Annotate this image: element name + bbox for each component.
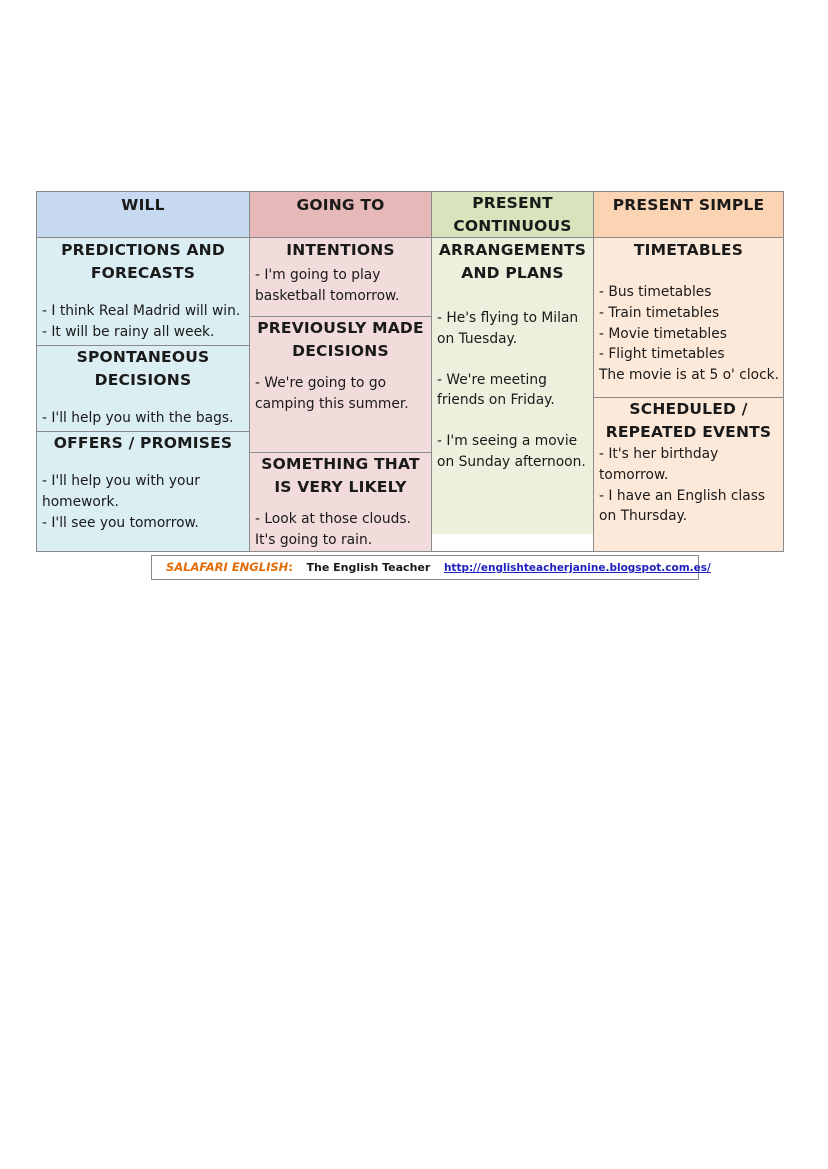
- example-line: It's going to rain.: [255, 531, 373, 548]
- footer-brand: SALAFARI ENGLISH: [166, 560, 289, 574]
- section-predictions-title-1: PREDICTIONS AND: [61, 241, 225, 259]
- section-spontaneous: [37, 345, 249, 431]
- section-offers: [37, 431, 249, 551]
- section-very-likely-title-1: SOMETHING THAT: [261, 455, 420, 473]
- section-predictions-title-2: FORECASTS: [90, 264, 196, 282]
- section-arrangements-title-1: ARRANGEMENTS: [438, 241, 587, 259]
- example-line: basketball tomorrow.: [255, 287, 400, 304]
- section-offers-title-1: OFFERS / PROMISES: [53, 434, 233, 452]
- example-line: on Tuesday.: [437, 330, 518, 347]
- example-line: - Bus timetables: [599, 284, 712, 300]
- example-line: The movie is at 5 o' clock.: [599, 367, 780, 384]
- section-scheduled: [594, 397, 783, 551]
- section-previously-made-title-2: DECISIONS: [292, 342, 389, 360]
- example-line: - I think Real Madrid will win.: [42, 303, 241, 319]
- header-going-to-label: GOING TO: [296, 196, 385, 214]
- footer-credit-box: [151, 555, 711, 580]
- example-line: - We're meeting: [437, 371, 547, 388]
- section-intentions-title: INTENTIONS: [286, 241, 395, 259]
- section-predictions: [37, 238, 249, 345]
- column-present-continuous: [432, 192, 594, 551]
- example-line: - It's her birthday: [599, 446, 719, 462]
- header-present-continuous-line-1: PRESENT: [472, 194, 553, 212]
- example-line: - I'm seeing a movie: [437, 433, 578, 450]
- example-line: - It will be rainy all week.: [42, 323, 215, 340]
- example-line: - Flight timetables: [599, 346, 725, 363]
- example-line: camping this summer.: [255, 395, 409, 412]
- section-previously-made-title-1: PREVIOUSLY MADE: [257, 319, 424, 337]
- example-line: - Movie timetables: [599, 325, 727, 342]
- example-line: - We're going to go: [255, 375, 387, 391]
- example-line: tomorrow.: [599, 466, 669, 483]
- example-line: - I have an English class: [599, 487, 766, 504]
- section-very-likely-title-2: IS VERY LIKELY: [274, 478, 407, 496]
- section-arrangements-title-2: AND PLANS: [461, 264, 564, 282]
- header-going-to: [250, 192, 431, 238]
- header-present-continuous: [432, 192, 593, 238]
- column-going-to: [250, 192, 432, 551]
- header-present-simple-label: PRESENT SIMPLE: [612, 196, 765, 214]
- column-present-simple: [594, 192, 783, 551]
- footer-link[interactable]: http://englishteacherjanine.blogspot.com.es/: [443, 562, 711, 574]
- header-present-simple: [594, 192, 783, 238]
- example-line: on Thursday.: [599, 508, 688, 525]
- section-scheduled-title-2: REPEATED EVENTS: [605, 423, 772, 441]
- header-present-continuous-line-2: CONTINUOUS: [453, 217, 572, 235]
- section-intentions: [250, 238, 431, 316]
- footer-separator: :: [288, 560, 293, 574]
- example-line: - Look at those clouds.: [255, 511, 411, 527]
- section-scheduled-title-1: SCHEDULED /: [629, 400, 748, 418]
- example-line: - I'll see you tomorrow.: [42, 514, 199, 531]
- section-very-likely: [250, 452, 431, 551]
- section-previously-made: [250, 316, 431, 452]
- example-line: - I'll help you with the bags.: [42, 410, 234, 426]
- section-arrangements: [432, 238, 593, 534]
- example-line: friends on Friday.: [437, 392, 555, 409]
- column-will: [37, 192, 250, 551]
- example-line: - He's flying to Milan: [437, 310, 579, 326]
- footer-subtitle: The English Teacher: [306, 561, 431, 574]
- header-will-label: WILL: [121, 196, 165, 214]
- example-line: - I'm going to play: [255, 267, 381, 283]
- header-will: [37, 192, 249, 238]
- example-line: on Sunday afternoon.: [437, 453, 586, 470]
- section-timetables-title: TIMETABLES: [633, 241, 744, 259]
- example-line: - Train timetables: [599, 304, 720, 321]
- tenses-table: [36, 191, 784, 552]
- section-spontaneous-title-1: SPONTANEOUS: [76, 348, 210, 366]
- section-spontaneous-title-2: DECISIONS: [94, 371, 192, 389]
- section-timetables: [594, 238, 783, 397]
- example-line: - I'll help you with your: [42, 473, 200, 489]
- example-line: homework.: [42, 493, 119, 510]
